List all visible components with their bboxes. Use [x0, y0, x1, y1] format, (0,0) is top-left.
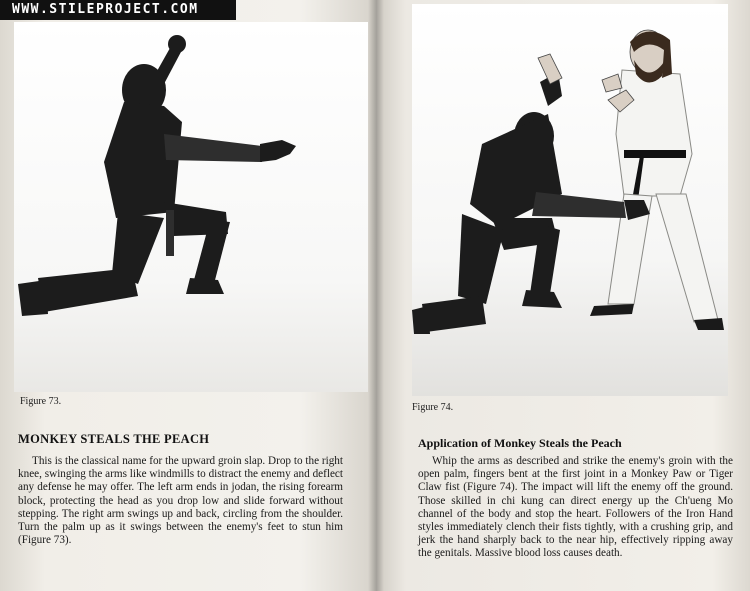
kneeling-ninja-figure	[14, 22, 368, 392]
left-page-body	[18, 455, 343, 547]
figure-73-photo	[14, 22, 368, 392]
figure-73-caption: Figure 73.	[20, 396, 62, 407]
figure-74-photo	[412, 4, 728, 396]
book-gutter	[368, 0, 384, 591]
left-page-paragraph: This is the classical name for the upward groin slap. Drop to the right knee, swinging the arms like windmills to distract the enemy and deflect any defense he may offer. The left arm ends in jodan, the rising forearm block, protecting the head as you drop low and slide forward without stepping. The right arm swings up and back, circling from the shoulder. Turn the palm up as it swings between the enemy's feet to stun him (Figure 73).	[18, 455, 343, 547]
right-page-body	[418, 455, 733, 561]
site-watermark: WWW.STILEPROJECT.COM	[0, 0, 236, 20]
left-page-heading: MONKEY STEALS THE PEACH	[18, 432, 210, 446]
right-page-heading: Application of Monkey Steals the Peach	[418, 436, 622, 450]
right-page-paragraph: Whip the arms as described and strike the enemy's groin with the open palm, fingers bent at the first joint in a Monkey Paw or Tiger Claw fist (Figure 74). The impact will lift the enemy off the ground. Those skilled in chi kung can direct energy up the Ch'ueng Mo channel of the body and stop the heart. Followers of the Iron Hand styles immediately clench their fists tightly, with a crushing grip, and jerk the hand sharply back to the near hip, effectively ripping away the genitals. Massive blood loss causes death.	[418, 455, 733, 560]
ninja-vs-karateka-figure	[412, 4, 728, 396]
figure-74-caption: Figure 74.	[412, 402, 454, 413]
